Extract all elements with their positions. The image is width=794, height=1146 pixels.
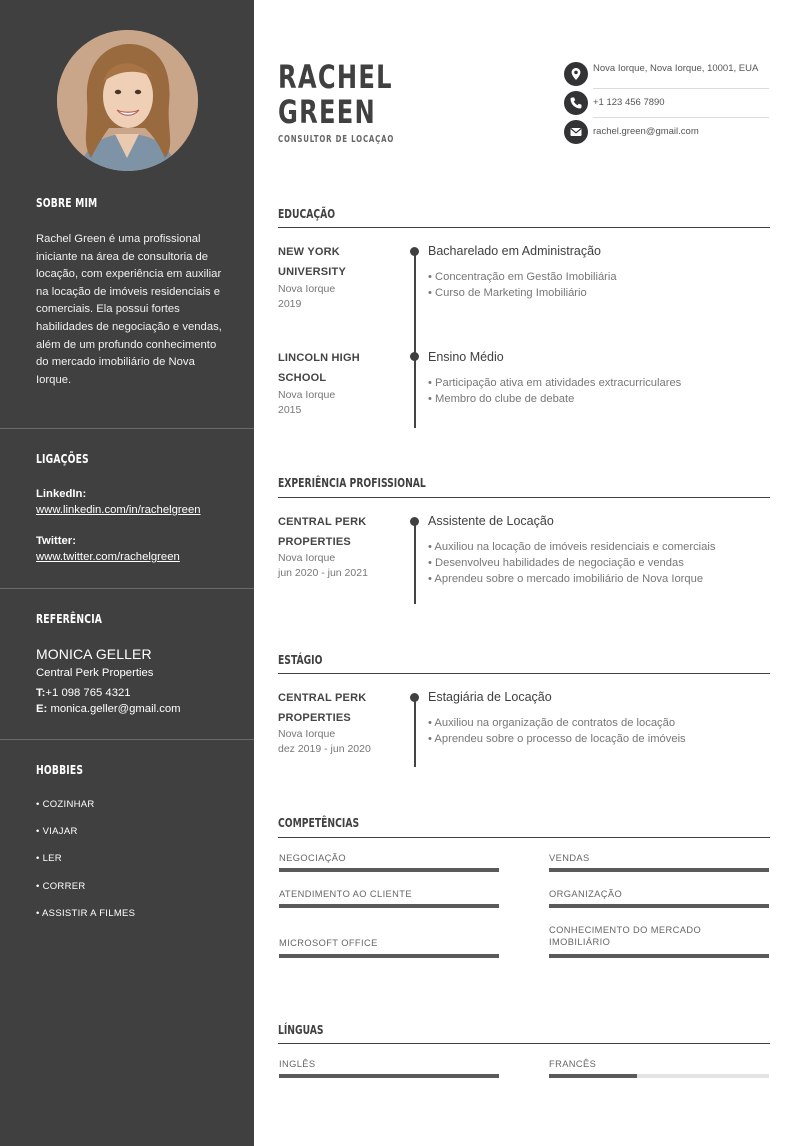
envelope-icon	[564, 120, 588, 144]
experience-company-line2: PROPERTIES	[278, 536, 351, 548]
language-bar	[279, 1074, 499, 1078]
internship-company	[278, 688, 388, 728]
timeline-dot	[410, 693, 419, 702]
education-timeline	[414, 250, 416, 428]
experience-role: Assistente de Locação	[428, 514, 554, 528]
skill-bar-fill	[549, 954, 769, 958]
internship-meta	[278, 727, 371, 757]
skill-label: MICROSOFT OFFICE	[279, 938, 378, 948]
first-name: RACHEL	[278, 58, 393, 96]
education-institution-line1: LINCOLN HIGH	[278, 352, 360, 364]
education-institution-line1: NEW YORK	[278, 246, 340, 258]
language-bar-fill	[279, 1074, 499, 1078]
skill-label: CONHECIMENTO DO MERCADO IMOBILIÁRIO	[549, 925, 702, 947]
language-label: FRANCÊS	[549, 1059, 597, 1069]
hobby-item: • ASSISTIR A FILMES	[36, 908, 136, 919]
about-text: Rachel Green é uma profissional iniciante na área de consultoria de locação, com experiência em auxiliar na locação de imóveis residenciais e comerciais. Ela possui fortes habilidades de negociação e vendas, além de um profundo conhecimento do mercado imobiliário de Nova Iorque.	[36, 233, 222, 386]
experience-meta	[278, 551, 368, 581]
hobby-item: • CORRER	[36, 881, 86, 892]
section-rule	[278, 227, 770, 228]
phone-icon	[564, 91, 588, 115]
experience-company-line1: CENTRAL PERK	[278, 516, 367, 528]
hobby-item: • COZINHAR	[36, 799, 95, 810]
experience-bullet: • Aprendeu sobre o mercado imobiliário de Nova Iorque	[428, 573, 704, 585]
skill-bar-fill	[279, 868, 499, 872]
section-rule	[278, 837, 770, 838]
skill-bar	[279, 904, 499, 908]
experience-company	[278, 512, 388, 552]
about-title: SOBRE MIM	[36, 195, 98, 210]
skills-title: COMPETÊNCIAS	[278, 815, 360, 830]
experience-bullet: • Desenvolveu habilidades de negociação e vendas	[428, 557, 684, 569]
internship-timeline	[414, 696, 416, 767]
contact-address: Nova Iorque, Nova Iorque, 10001, EUA	[593, 63, 759, 74]
contact-email: rachel.green@gmail.com	[593, 126, 699, 137]
internship-date: dez 2019 - jun 2020	[278, 743, 371, 755]
education-date: 2015	[278, 404, 302, 416]
education-meta	[278, 388, 335, 418]
avatar-portrait-icon	[57, 30, 198, 171]
section-rule	[278, 497, 770, 498]
timeline-dot	[410, 247, 419, 256]
linkedin-label: LinkedIn:	[36, 488, 87, 500]
skill-label: VENDAS	[549, 853, 590, 863]
twitter-label: Twitter:	[36, 535, 76, 547]
languages-title: LÍNGUAS	[278, 1022, 324, 1037]
education-institution-line2: UNIVERSITY	[278, 266, 347, 278]
internship-title: ESTÁGIO	[278, 652, 323, 667]
experience-location: Nova Iorque	[278, 552, 336, 564]
avatar	[57, 30, 198, 171]
education-bullet: • Concentração em Gestão Imobiliária	[428, 271, 617, 283]
skill-label: NEGOCIAÇÃO	[279, 853, 347, 863]
experience-date: jun 2020 - jun 2021	[278, 567, 368, 579]
section-rule	[278, 673, 770, 674]
contact-separator	[593, 88, 769, 89]
education-degree: Ensino Médio	[428, 350, 504, 364]
reference-name: MONICA GELLER	[36, 646, 152, 662]
internship-role: Estagiária de Locação	[428, 690, 552, 704]
skill-bar-fill	[279, 904, 499, 908]
hobby-item: • VIAJAR	[36, 826, 78, 837]
language-bar-fill	[549, 1074, 637, 1078]
education-degree: Bacharelado em Administração	[428, 244, 602, 258]
reference-email	[36, 703, 181, 715]
internship-bullet: • Auxiliou na organização de contratos de locação	[428, 717, 676, 729]
reference-company: Central Perk Properties	[36, 667, 154, 679]
contact-separator	[593, 117, 769, 118]
reference-email-value: monica.geller@gmail.com	[50, 703, 181, 715]
job-title: CONSULTOR DE LOCAÇÃO	[278, 134, 395, 145]
skill-label: ORGANIZAÇÃO	[549, 889, 623, 899]
linkedin-link[interactable]: www.linkedin.com/in/rachelgreen	[36, 504, 201, 516]
education-title: EDUCAÇÃO	[278, 206, 336, 221]
skill-bar	[279, 954, 499, 958]
reference-phone	[36, 687, 131, 699]
education-institution-line2: SCHOOL	[278, 372, 327, 384]
section-rule	[278, 1043, 770, 1044]
skill-label: ATENDIMENTO AO CLIENTE	[279, 889, 412, 899]
education-location: Nova Iorque	[278, 283, 336, 295]
experience-timeline	[414, 520, 416, 604]
language-label: INGLÊS	[279, 1059, 316, 1069]
timeline-dot	[410, 517, 419, 526]
sidebar-divider	[0, 588, 254, 589]
skill-bar-fill	[549, 868, 769, 872]
contact-phone: +1 123 456 7890	[593, 97, 665, 108]
hobby-item: • LER	[36, 853, 62, 864]
internship-company-line1: CENTRAL PERK	[278, 692, 367, 704]
experience-title: EXPERIÊNCIA PROFISSIONAL	[278, 475, 426, 490]
reference-phone-label: T:	[36, 687, 46, 699]
education-institution	[278, 348, 388, 388]
experience-bullet: • Auxiliou na locação de imóveis residenciais e comerciais	[428, 541, 716, 553]
internship-company-line2: PROPERTIES	[278, 712, 351, 724]
skill-bar-fill	[279, 954, 499, 958]
education-meta	[278, 282, 335, 312]
reference-phone-value: +1 098 765 4321	[45, 687, 131, 699]
reference-email-label: E:	[36, 703, 48, 715]
reference-title: REFERÊNCIA	[36, 611, 103, 626]
sidebar-divider	[0, 428, 254, 429]
location-pin-icon	[564, 62, 588, 86]
links-title: LIGAÇÕES	[36, 451, 89, 466]
education-bullet: • Participação ativa em atividades extracurriculares	[428, 377, 682, 389]
skill-bar	[549, 904, 769, 908]
education-institution	[278, 242, 388, 282]
twitter-link[interactable]: www.twitter.com/rachelgreen	[36, 551, 180, 563]
sidebar-divider	[0, 739, 254, 740]
education-location: Nova Iorque	[278, 389, 336, 401]
language-bar	[549, 1074, 769, 1078]
education-bullet: • Membro do clube de debate	[428, 393, 575, 405]
education-date: 2019	[278, 298, 302, 310]
skill-bar	[549, 954, 769, 958]
skill-bar-fill	[549, 904, 769, 908]
last-name: GREEN	[278, 93, 377, 131]
skill-bar	[549, 868, 769, 872]
hobbies-title: HOBBIES	[36, 762, 84, 777]
education-bullet: • Curso de Marketing Imobiliário	[428, 287, 587, 299]
skill-bar	[279, 868, 499, 872]
internship-location: Nova Iorque	[278, 728, 336, 740]
timeline-dot	[410, 352, 419, 361]
internship-bullet: • Aprendeu sobre o processo de locação de imóveis	[428, 733, 686, 745]
sidebar	[0, 0, 254, 1146]
